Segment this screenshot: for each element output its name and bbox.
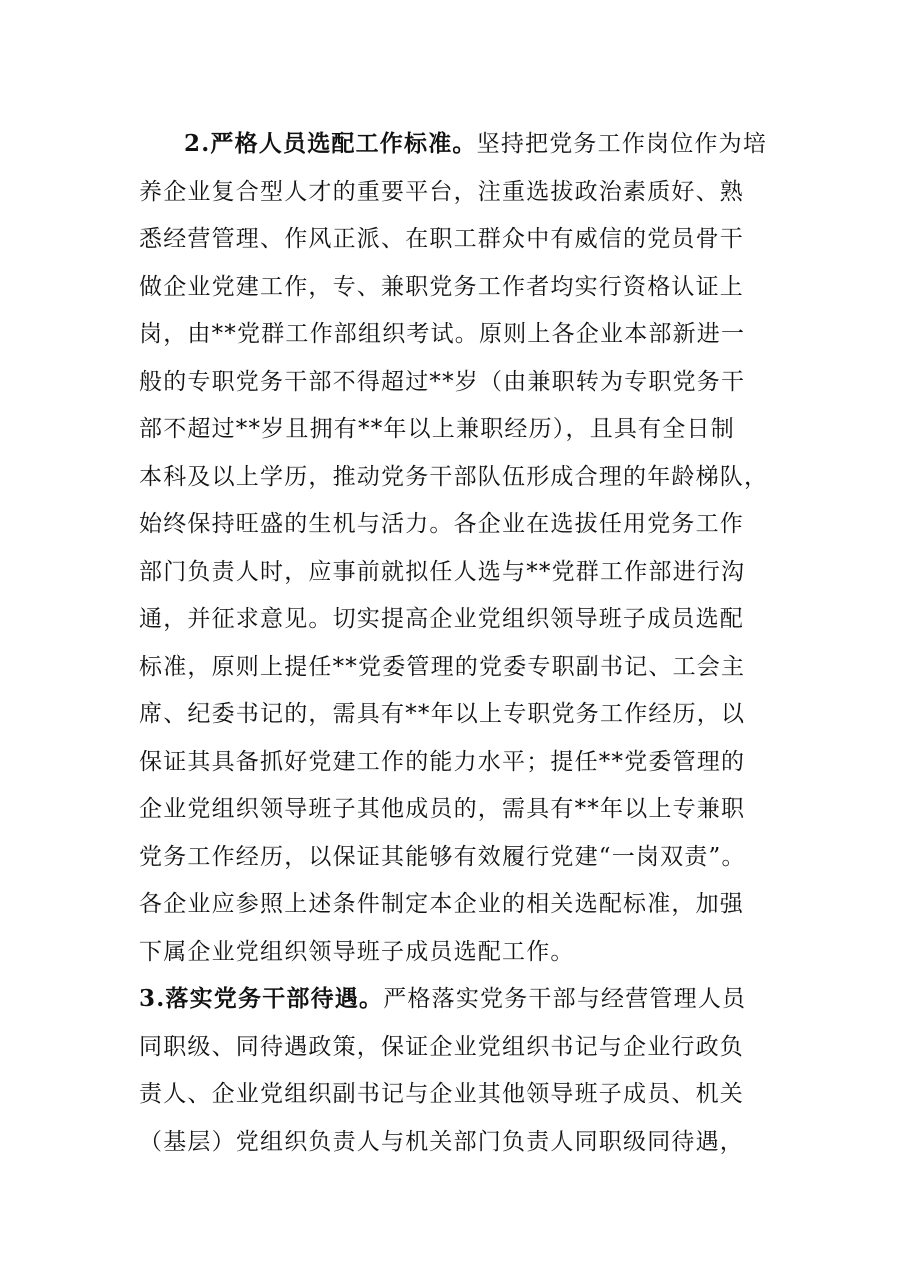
text-line: 部不超过**岁且拥有**年以上兼职经历），且具有全日制: [139, 416, 735, 442]
text-line: 岗，由**党群工作部组织考试。原则上各企业本部新进一: [139, 321, 746, 347]
text-line: 席、纪委书记的，需具有**年以上专职党务工作经历，以: [139, 701, 746, 727]
text-line: 部门负责人时，应事前就拟任人选与**党群工作部进行沟: [139, 558, 746, 585]
text-line: 本科及以上学历，推动党务干部队伍形成合理的年龄梯队，: [139, 463, 769, 490]
section2-heading: 2.严格人员选配工作标准。: [184, 130, 477, 157]
text-line: 标准，原则上提任**党委管理的党委专职副书记、工会主: [139, 653, 746, 680]
text-line: 悉经营管理、作风正派、在职工群众中有威信的党员骨干: [139, 226, 744, 252]
text-line: 般的专职党务干部不得超过**岁（由兼职转为专职党务干: [139, 368, 746, 395]
text-line: 下属企业党组织领导班子成员选配工作。: [139, 938, 575, 965]
text-line: 责人、企业党组织副书记与企业其他领导班子成员、机关: [139, 1081, 744, 1107]
text-line: 党务工作经历，以保证其能够有效履行党建“一岗双责”。: [139, 843, 746, 870]
text-line: （基层）党组织负责人与机关部门负责人同职级同待遇，: [139, 1128, 744, 1155]
section3-heading: 3.落实党务干部待遇。: [139, 985, 384, 1012]
text-line: 做企业党建工作，专、兼职党务工作者均实行资格认证上: [139, 273, 744, 300]
text-line: 通，并征求意见。切实提高企业党组织领导班子成员选配: [139, 606, 744, 632]
text-line: 企业党组织领导班子其他成员的，需具有**年以上专兼职: [139, 796, 746, 822]
section3-first-line-text: 严格落实党务干部与经营管理人员: [383, 986, 747, 1012]
text-line: 始终保持旺盛的生机与活力。各企业在选拔任用党务工作: [139, 511, 744, 537]
body-text: [139, 124, 779, 1169]
text-line: 养企业复合型人才的重要平台，注重选拔政治素质好、熟: [139, 178, 744, 205]
text-line: 同职级、同待遇政策，保证企业党组织书记与企业行政负: [139, 1033, 744, 1060]
text-line: 保证其具备抓好党建工作的能力水平；提任**党委管理的: [139, 748, 746, 775]
section2-first-line: [139, 124, 779, 172]
section3-first-line: [139, 979, 779, 1027]
section2-first-line-text: 坚持把党务工作岗位作为培: [476, 131, 768, 157]
text-line: 各企业应参照上述条件制定本企业的相关选配标准，加强: [139, 891, 744, 917]
